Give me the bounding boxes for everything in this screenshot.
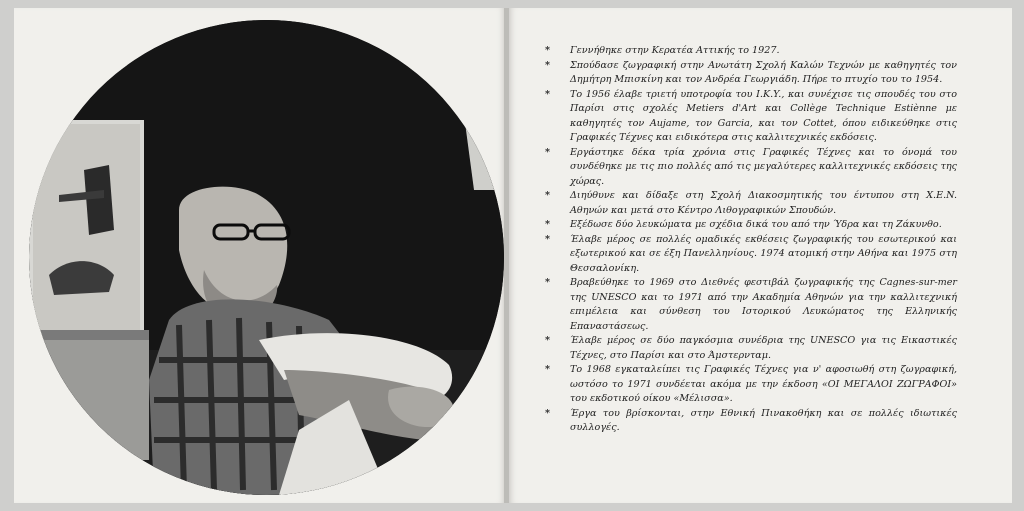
list-item: [545, 59, 957, 88]
item-text: Γεννήθηκε στην Κερατέα Αττικής το 1927.: [570, 45, 780, 56]
bullet-marker: *: [545, 364, 551, 375]
item-text: Το 1968 εγκαταλείπει τις Γραφικές Τέχνες για ν' αφοσιωθή στη ζωγραφική, ωστόσο το 1971 συνδέεται ακόμα με την έκδοση «ΟΙ ΜΕΓΑΛΟΙ ΖΩΓΡΑΦΟΙ» του εκδοτικού οίκου «Μέλισσα».: [570, 364, 957, 404]
list-item: [545, 334, 957, 363]
list-item: [545, 44, 957, 59]
bullet-marker: *: [545, 190, 551, 201]
left-page: [14, 8, 505, 503]
item-text: Σπούδασε ζωγραφική στην Ανωτάτη Σχολή Καλών Τεχνών με καθηγητές τον Δημήτρη Μπισκίνη και τον Ανδρέα Γεωργιάδη. Πήρε το πτυχίο του το 1954.: [570, 59, 957, 85]
list-item: [545, 88, 957, 146]
bullet-marker: *: [545, 146, 551, 158]
item-text: Εξέδωσε δύο λευκώματα με σχέδια δικά του από την Ύδρα και τη Ζάκυνθο.: [570, 219, 942, 230]
bullet-marker: *: [545, 277, 551, 288]
biography-text: [545, 44, 957, 436]
bullet-marker: *: [545, 407, 551, 419]
item-text: Έργα του βρίσκονται, στην Εθνική Πινακοθήκη και σε πολλές ιδιωτικές συλλογές.: [570, 407, 957, 433]
list-item: [545, 146, 957, 190]
bullet-marker: *: [545, 233, 551, 245]
bullet-marker: *: [545, 335, 551, 346]
list-item: [545, 363, 957, 407]
list-item: [545, 276, 957, 334]
item-text: Εργάστηκε δέκα τρία χρόνια στις Γραφικές Τέχνες και το όνομά του συνδέθηκε με τις πιο πολλές από τις μεγαλύτερες καλλιτεχνικές εκδόσεις της χώρας.: [570, 146, 957, 187]
bullet-marker: *: [545, 59, 551, 71]
list-item: [545, 407, 957, 436]
bullet-marker: *: [545, 219, 551, 230]
item-text: Διηύθυνε και δίδαξε στη Σχολή Διακοσμητικής του έντυπου στη X.E.N. Αθηνών και μετά στο Κέντρο Λιθογραφικών Σπουδών.: [570, 190, 957, 216]
item-text: Έλαβε μέρος σε δύο παγκόσμια συνέδρια της UNESCO για τις Εικαστικές Τέχνες, στο Παρίσι και στο Άμστερνταμ.: [570, 335, 957, 361]
list-item: [545, 233, 957, 277]
list-item: [545, 218, 957, 233]
artist-portrait-photo: [29, 20, 504, 495]
item-text: Το 1956 έλαβε τριετή υποτροφία του I.K.Y., και συνέχισε τις σπουδές του στο Παρίσι στις σχολές Metiers d'Art και Collège Technique Estiènne με καθηγητές τον Aujame, τον Garcia, και τον Cottet, όπου ειδικεύθηκε στις Γραφικές Τέχνες και ειδικότερα στις καλλιτεχνικές εκδόσεις.: [570, 88, 957, 143]
list-item: [545, 189, 957, 218]
biography-list: [545, 44, 957, 436]
bullet-marker: *: [545, 45, 551, 56]
bullet-marker: *: [545, 88, 551, 100]
item-text: Έλαβε μέρος σε πολλές ομαδικές εκθέσεις ζωγραφικής του εσωτερικού και εξωτερικού και σε έξη Πανελληνίους. 1974 ατομική στην Αθήνα και 1975 στη Θεσσαλονίκη.: [570, 233, 957, 274]
item-text: Βραβεύθηκε το 1969 στο Διεθνές φεστιβάλ ζωγραφικής της Cagnes-sur-mer της UNESCO και το 1971 από την Ακαδημία Αθηνών για την καλλιτεχνική επιμέλεια και σύνθεση του Ιστορικού Λευκώματος της Ελληνικής Επαναστάσεως.: [570, 277, 957, 332]
portrait-illustration: [29, 20, 504, 495]
